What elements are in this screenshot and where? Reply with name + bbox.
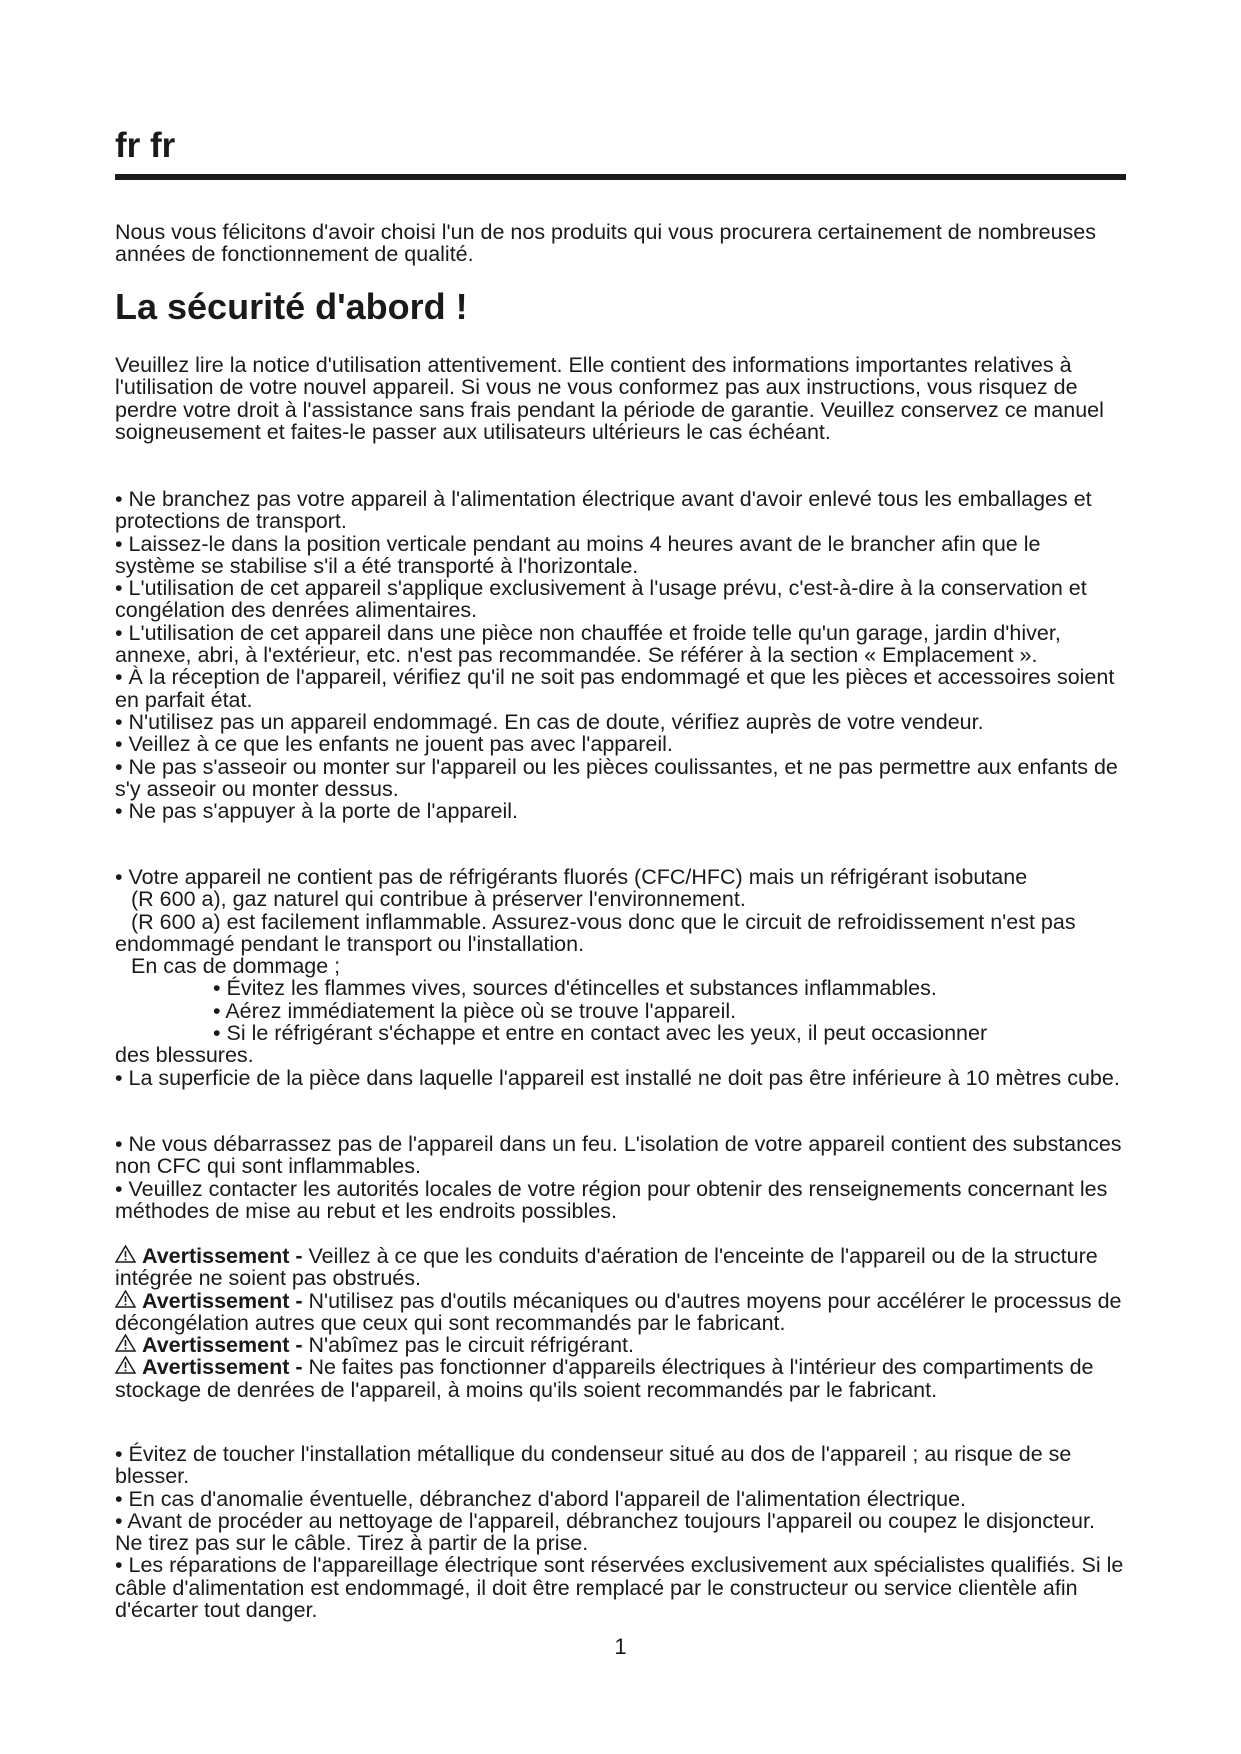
warning-label: Avertissement - (141, 1288, 303, 1313)
safety-bullet-list (115, 488, 1126, 822)
damage-item-continued: des blessures. (115, 1043, 254, 1068)
list-item: • Avant de procéder au nettoyage de l'appareil, débranchez toujours l'appareil ou coupez le disjoncteur. Ne tirez pas sur le câble. Tirez à partir de la prise. (115, 1508, 1095, 1556)
warning-text: N'abîmez pas le circuit réfrigérant. (302, 1333, 635, 1358)
warnings-section (115, 1245, 1126, 1401)
warning-label: Avertissement - (141, 1333, 303, 1358)
warning-item (115, 1356, 1126, 1401)
refrigerant-line: • Votre appareil ne contient pas de réfrigérants fluorés (CFC/HFC) mais un réfrigérant isobutane (115, 865, 1028, 889)
list-item: • À la réception de l'appareil, vérifiez qu'il ne soit pas endommagé et que les pièces et accessoires soient en parfait état. (115, 665, 1115, 712)
warning-item (115, 1245, 1126, 1290)
damage-item: • Aérez immédiatement la pièce où se trouve l'appareil. (213, 998, 737, 1023)
warning-text: Ne faites pas fonctionner d'appareils électriques à l'intérieur des compartiments de stockage de denrées de l'appareil, à moins qu'ils soient recommandés par le fabricant. (115, 1355, 1094, 1402)
notice-paragraph (115, 354, 1126, 443)
list-item: • Veuillez contacter les autorités locales de votre région pour obtenir des renseignements concernant les méthodes de mise au rebut et les endroits possibles. (115, 1176, 1108, 1223)
maintenance-bullet-list (115, 1443, 1126, 1621)
list-item: • Évitez de toucher l'installation métallique du condenseur situé au dos de l'appareil ; au risque de se blesser. (115, 1442, 1072, 1489)
list-item: • Les réparations de l'appareillage électrique sont réservées exclusivement aux spécialistes qualifiés. Si le câble d'alimentation est endommagé, il doit être remplacé par le constructeur ou service clientèle afin d'écarter tout danger. (115, 1553, 1124, 1623)
list-item: • L'utilisation de cet appareil s'applique exclusivement à l'usage prévu, c'est-à-dire à la conservation et congélation des denrées alimentaires. (115, 576, 1087, 623)
refrigerant-line: (R 600 a), gaz naturel qui contribue à préserver l'environnement. (131, 887, 746, 912)
page-number: 1 (614, 1634, 627, 1659)
list-item: • N'utilisez pas un appareil endommagé. En cas de doute, vérifiez auprès de votre vendeur. (115, 709, 984, 734)
warning-triangle-icon (115, 1334, 136, 1352)
list-item: • Laissez-le dans la position verticale pendant au moins 4 heures avant de le brancher afin que le système se stabilise s'il a été transporté à l'horizontale. (115, 531, 1041, 578)
warning-label: Avertissement - (141, 1355, 303, 1380)
damage-item: • Si le réfrigérant s'échappe et entre en contact avec les yeux, il peut occasionner (213, 1021, 988, 1046)
intro-paragraph (115, 221, 1126, 266)
section-title: La sécurité d'abord ! (115, 286, 468, 327)
room-size-item: • La superficie de la pièce dans laquelle l'appareil est installé ne doit pas être inférieure à 10 mètres cube. (115, 1065, 1120, 1090)
page-header-language: fr fr (115, 126, 176, 165)
refrigerant-line-text: (R 600 a) est facilement inflammable. Assurez-vous donc que le circuit de refroidissement n'est pas endommagé pendant le transport ou l'installation. (115, 909, 1076, 956)
refrigerant-section (115, 866, 1126, 1089)
damage-item: • Évitez les flammes vives, sources d'étincelles et substances inflammables. (213, 976, 937, 1001)
warning-item (115, 1334, 1126, 1356)
list-item: • L'utilisation de cet appareil dans une pièce non chauffée et froide telle qu'un garage, jardin d'hiver, annexe, abri, à l'extérieur, etc. n'est pas recommandée. Se référer à la section « Emplacement ». (115, 620, 1061, 668)
disposal-section (115, 1133, 1126, 1222)
warning-text: N'utilisez pas d'outils mécaniques ou d'autres moyens pour accélérer le processus de décongélation autres que ceux qui sont recommandés par le fabricant. (115, 1288, 1122, 1335)
intro-text: Nous vous félicitons d'avoir choisi l'un de nos produits qui vous procurera certainement de nombreuses années de fonctionnement de qualité. (115, 220, 1097, 267)
list-item: • Veillez à ce que les enfants ne jouent pas avec l'appareil. (115, 732, 673, 757)
notice-text: Veuillez lire la notice d'utilisation attentivement. Elle contient des informations importantes relatives à l'utilisation de votre nouvel appareil. Si vous ne vous conformez pas aux instructions, vous risquez de perdre votre droit à l'assistance sans frais pendant la période de garantie. Veuillez conservez ce manuel soigneusement et faites-le passer aux utilisateurs ultérieurs le cas échéant. (115, 353, 1104, 444)
warning-label: Avertissement - (141, 1244, 303, 1268)
warning-text: Veillez à ce que les conduits d'aération de l'enceinte de l'appareil ou de la structure intégrée ne soient pas obstrués. (115, 1244, 1098, 1291)
warning-triangle-icon (115, 1356, 136, 1374)
list-item: • En cas d'anomalie éventuelle, débranchez d'abord l'appareil de l'alimentation électrique. (115, 1486, 967, 1511)
list-item: • Ne pas s'appuyer à la porte de l'appareil. (115, 799, 518, 824)
header-divider (115, 174, 1126, 180)
refrigerant-line (115, 911, 1126, 956)
warning-triangle-icon (115, 1290, 136, 1308)
list-item: • Ne vous débarrassez pas de l'appareil dans un feu. L'isolation de votre appareil contient des substances non CFC qui sont inflammables. (115, 1132, 1122, 1179)
warning-item (115, 1290, 1126, 1335)
list-item: • Ne pas s'asseoir ou monter sur l'appareil ou les pièces coulissantes, et ne pas permettre aux enfants de s'y asseoir ou monter dessus. (115, 754, 1118, 801)
warning-triangle-icon (115, 1245, 136, 1263)
refrigerant-line: En cas de dommage ; (131, 954, 341, 979)
list-item: • Ne branchez pas votre appareil à l'alimentation électrique avant d'avoir enlevé tous les emballages et protections de transport. (115, 487, 1092, 534)
